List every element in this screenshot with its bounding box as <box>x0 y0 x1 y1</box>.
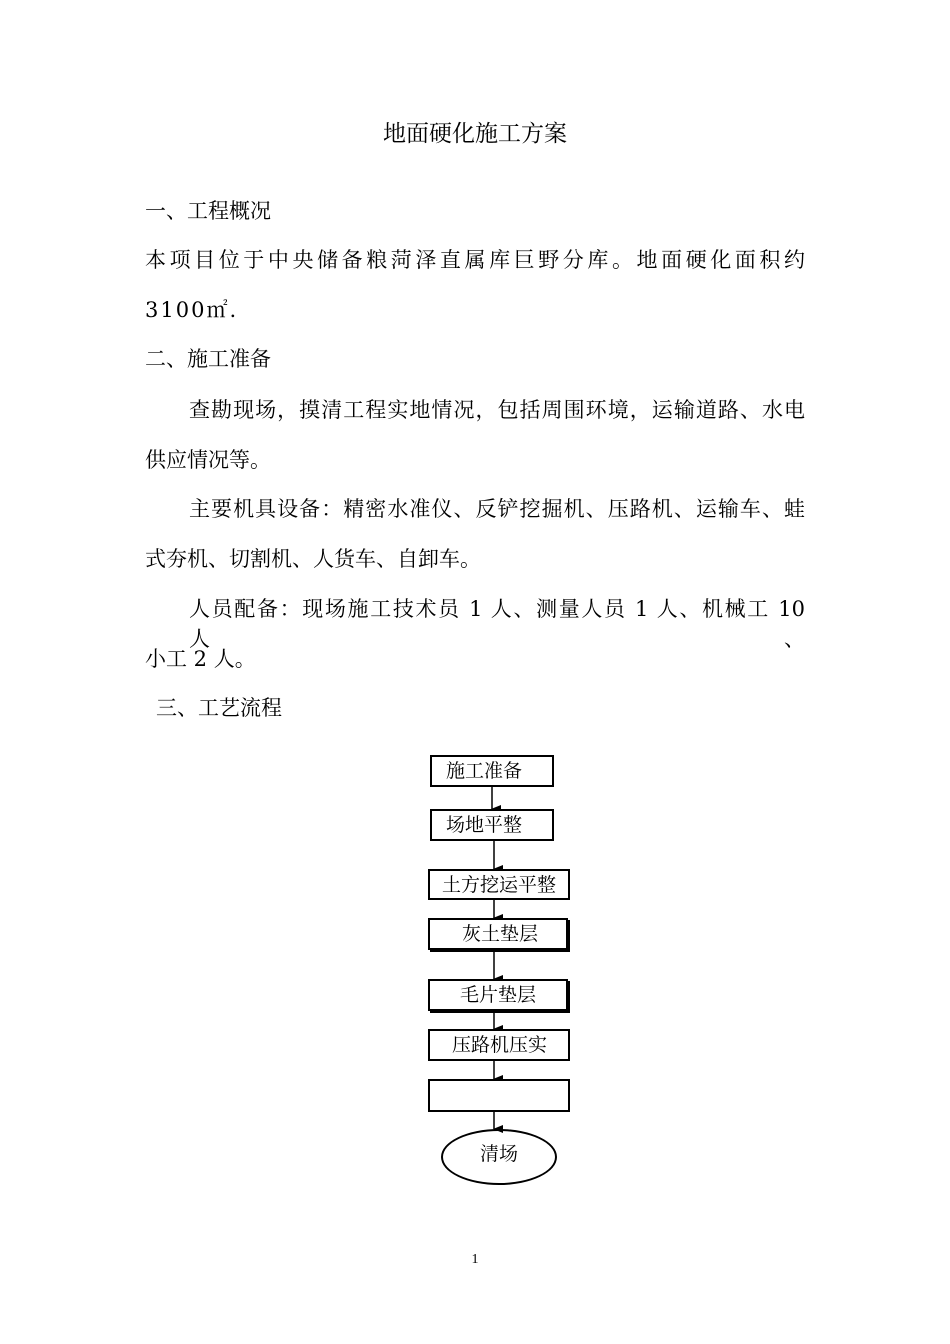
flow-step-blank <box>428 1079 570 1112</box>
preparation-paragraph-3-line-2: 小工 2 人。 <box>145 647 256 671</box>
preparation-paragraph-2-line-2: 式夯机、切割机、人货车、自卸车。 <box>145 547 481 571</box>
document-title: 地面硬化施工方案 <box>383 121 567 147</box>
flow-step-rubble-cushion: 毛片垫层 <box>428 979 568 1011</box>
section-heading-preparation: 二、施工准备 <box>145 347 271 371</box>
preparation-paragraph-3-line-1: 人员配备：现场施工技术员 1 人、测量人员 1 人、机械工 10 人、 <box>189 597 805 651</box>
preparation-paragraph-1-line-1: 查勘现场，摸清工程实地情况，包括周围环境，运输道路、水电 <box>189 398 805 422</box>
flow-step-construction-preparation: 施工准备 <box>430 755 554 787</box>
overview-paragraph-line-1: 本项目位于中央储备粮菏泽直属库巨野分库。地面硬化面积约 <box>145 248 805 272</box>
section-heading-process-flow: 三、工艺流程 <box>156 696 282 720</box>
flow-step-lime-soil-cushion: 灰土垫层 <box>428 918 568 950</box>
section-heading-overview: 一、工程概况 <box>145 199 271 223</box>
flow-step-earthwork-transport-leveling: 土方挖运平整 <box>428 869 570 900</box>
page-number: 1 <box>471 1252 479 1267</box>
flow-end-site-clearance: 清场 <box>441 1129 557 1185</box>
flow-step-site-leveling: 场地平整 <box>430 809 554 841</box>
preparation-paragraph-2-line-1: 主要机具设备：精密水准仪、反铲挖掘机、压路机、运输车、蛙 <box>189 497 805 521</box>
preparation-paragraph-1-line-2: 供应情况等。 <box>145 448 271 472</box>
overview-paragraph-line-2: 3100㎡. <box>145 298 239 322</box>
flow-step-roller-compaction: 压路机压实 <box>428 1029 570 1061</box>
